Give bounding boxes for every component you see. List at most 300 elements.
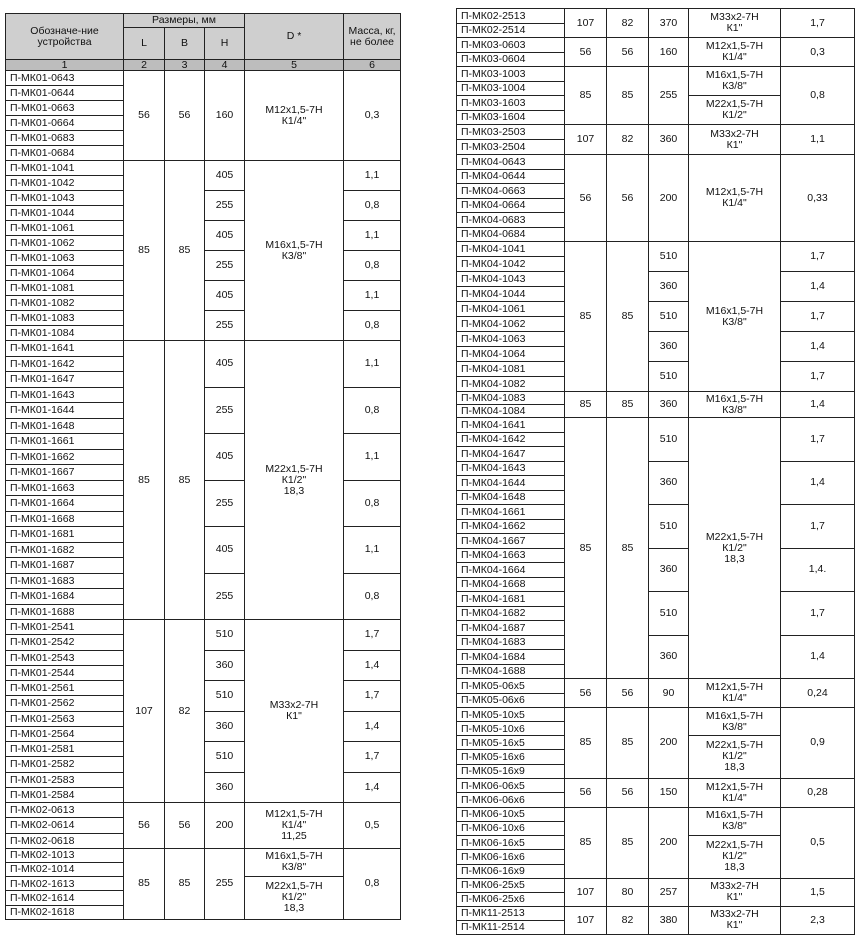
d-line: 11,25 xyxy=(281,829,307,842)
section-left-g5 xyxy=(6,803,401,849)
designation-cell: П-МК04-1064 xyxy=(457,347,565,362)
designation-cell: П-МК01-1684 xyxy=(6,589,124,605)
mass-cell: 1,4 xyxy=(781,332,855,362)
h-cell: 255 xyxy=(205,387,245,434)
h-cell: 200 xyxy=(649,807,689,878)
mass-cell: 1,5 xyxy=(781,878,855,906)
mass-cell: 0,8 xyxy=(344,848,401,919)
designation-cell: П-МК02-1614 xyxy=(6,891,124,905)
mass-cell: 0,24 xyxy=(781,679,855,708)
designation-cell: П-МК06-25х6 xyxy=(457,892,565,906)
d-cell xyxy=(689,835,781,878)
section-right-r14 xyxy=(457,906,855,934)
designation-cell: П-МК04-1684 xyxy=(457,650,565,665)
table-row xyxy=(6,341,401,357)
mass-cell: 1,4 xyxy=(781,392,855,418)
h-cell: 150 xyxy=(649,778,689,807)
d-line: К1/4" xyxy=(281,818,307,831)
h-cell: 405 xyxy=(205,527,245,574)
d-line: К1" xyxy=(286,710,302,722)
section-left-g6 xyxy=(6,848,401,919)
d-line: К1/2" xyxy=(281,891,307,904)
b-cell: 82 xyxy=(607,9,649,38)
l-cell: 85 xyxy=(565,67,607,125)
d-line: К3/8" xyxy=(281,861,307,874)
l-cell: 107 xyxy=(565,9,607,38)
b-cell: 82 xyxy=(607,125,649,155)
d-line: К1/2" xyxy=(722,541,747,554)
h-cell: 360 xyxy=(649,272,689,302)
d-cell xyxy=(689,96,781,125)
h-cell: 510 xyxy=(649,362,689,392)
designation-cell: П-МК01-1648 xyxy=(6,418,124,434)
b-cell: 85 xyxy=(607,67,649,125)
section-left-g3 xyxy=(6,341,401,620)
designation-cell: П-МК04-1082 xyxy=(457,377,565,392)
h-cell: 510 xyxy=(205,742,245,773)
mass-cell: 0,8 xyxy=(344,573,401,620)
h-cell: 255 xyxy=(205,480,245,527)
mass-cell: 1,1 xyxy=(344,161,401,191)
d-line: М33х2-7Н xyxy=(710,880,759,893)
d-line: М16х1,5-7Н xyxy=(265,238,323,251)
b-cell: 85 xyxy=(165,341,205,620)
h-cell: 405 xyxy=(205,341,245,388)
d-line: К1/2" xyxy=(722,750,747,763)
d-cell xyxy=(689,679,781,708)
mass-cell: 1,4 xyxy=(781,635,855,679)
mass-cell: 1,7 xyxy=(781,9,855,38)
mass-cell: 0,8 xyxy=(781,67,855,125)
mass-cell: 1,7 xyxy=(344,742,401,773)
designation-cell: П-МК11-2514 xyxy=(457,920,565,934)
designation-cell: П-МК02-0613 xyxy=(6,803,124,818)
b-cell: 56 xyxy=(607,679,649,708)
designation-cell: П-МК01-2562 xyxy=(6,696,124,711)
h-cell: 255 xyxy=(205,848,245,919)
table-row xyxy=(457,418,855,433)
b-cell: 82 xyxy=(607,906,649,934)
header-designation: Обозначе-ние устройства xyxy=(6,14,124,60)
designation-cell: П-МК04-0663 xyxy=(457,184,565,199)
table-row xyxy=(457,461,855,476)
designation-cell: П-МК04-1041 xyxy=(457,242,565,257)
header-h: H xyxy=(205,28,245,60)
designation-cell: П-МК03-2503 xyxy=(457,125,565,140)
h-cell: 90 xyxy=(649,679,689,708)
table-row xyxy=(457,9,855,24)
h-cell: 510 xyxy=(205,681,245,712)
designation-cell: П-МК05-06х6 xyxy=(457,693,565,708)
d-cell xyxy=(689,38,781,67)
designation-cell: П-МК04-0664 xyxy=(457,198,565,213)
designation-cell: П-МК04-1643 xyxy=(457,461,565,476)
section-right-r9 xyxy=(457,679,855,708)
designation-cell: П-МК03-1003 xyxy=(457,67,565,82)
mass-cell: 1,7 xyxy=(781,302,855,332)
table-row xyxy=(457,67,855,82)
h-cell: 255 xyxy=(205,311,245,341)
designation-cell: П-МК01-1081 xyxy=(6,281,124,296)
table-row xyxy=(457,38,855,53)
table-row xyxy=(457,392,855,405)
designation-cell: П-МК02-1613 xyxy=(6,876,124,890)
l-cell: 56 xyxy=(565,155,607,242)
designation-cell: П-МК05-16х6 xyxy=(457,750,565,764)
mass-cell: 0,8 xyxy=(344,387,401,434)
l-cell: 56 xyxy=(124,71,165,161)
table-row xyxy=(457,362,855,377)
designation-cell: П-МК05-10х6 xyxy=(457,722,565,736)
designation-cell: П-МК04-0683 xyxy=(457,213,565,228)
mass-cell: 0,33 xyxy=(781,155,855,242)
header-l: L xyxy=(124,28,165,60)
d-line: М22х1,5-7Н xyxy=(705,739,764,752)
designation-cell: П-МК01-1642 xyxy=(6,356,124,372)
h-cell: 200 xyxy=(649,708,689,779)
designation-cell: П-МК01-0643 xyxy=(6,71,124,86)
h-cell: 510 xyxy=(649,592,689,636)
mass-cell: 1,1 xyxy=(781,125,855,155)
d-cell xyxy=(245,71,344,161)
d-cell xyxy=(689,9,781,38)
mass-cell: 1,1 xyxy=(344,221,401,251)
d-cell xyxy=(689,155,781,242)
designation-cell: П-МК06-16х6 xyxy=(457,850,565,864)
designation-cell: П-МК01-1667 xyxy=(6,465,124,481)
table-row xyxy=(457,807,855,821)
designation-cell: П-МК04-1062 xyxy=(457,317,565,332)
table-row xyxy=(457,708,855,722)
designation-cell: П-МК04-0644 xyxy=(457,169,565,184)
header-b: B xyxy=(165,28,205,60)
d-line: М33х2-7Н xyxy=(710,11,759,23)
section-right-r13 xyxy=(457,878,855,906)
mass-cell: 0,5 xyxy=(781,807,855,878)
b-cell: 85 xyxy=(165,161,205,341)
d-line: К1" xyxy=(726,22,743,34)
h-cell: 255 xyxy=(205,251,245,281)
designation-cell: П-МК06-10х6 xyxy=(457,821,565,835)
d-line: М22х1,5-7Н xyxy=(705,98,764,110)
d-line: М33х2-7Н xyxy=(710,127,759,140)
h-cell: 510 xyxy=(649,302,689,332)
d-line: К1/2" xyxy=(722,109,747,121)
mass-cell: 1,7 xyxy=(344,620,401,651)
designation-cell: П-МК02-1013 xyxy=(6,848,124,862)
d-line: К3/8" xyxy=(281,249,307,262)
mass-cell: 1,4 xyxy=(344,650,401,681)
designation-cell: П-МК01-1668 xyxy=(6,511,124,527)
h-cell: 160 xyxy=(649,38,689,67)
h-cell: 255 xyxy=(649,67,689,125)
h-cell: 510 xyxy=(649,505,689,549)
designation-cell: П-МК04-1083 xyxy=(457,392,565,405)
designation-cell: П-МК04-1084 xyxy=(457,405,565,418)
b-cell: 56 xyxy=(607,38,649,67)
designation-cell: П-МК01-1084 xyxy=(6,326,124,341)
mass-cell: 1,7 xyxy=(344,681,401,712)
b-cell: 85 xyxy=(607,418,649,679)
d-cell xyxy=(689,778,781,807)
b-cell: 56 xyxy=(607,155,649,242)
l-cell: 85 xyxy=(124,161,165,341)
table-row xyxy=(6,71,401,86)
h-cell: 360 xyxy=(649,461,689,505)
d-line: М16х1,5-7Н xyxy=(265,850,323,863)
designation-cell: П-МК01-1662 xyxy=(6,449,124,465)
designation-cell: П-МК01-1641 xyxy=(6,341,124,357)
table-row xyxy=(457,635,855,650)
h-cell: 510 xyxy=(205,620,245,651)
col-num: 6 xyxy=(344,60,401,71)
section-right-r4 xyxy=(457,125,855,155)
mass-cell: 1,7 xyxy=(781,242,855,272)
section-right-r12 xyxy=(457,807,855,878)
d-cell xyxy=(689,807,781,835)
d-line: К1" xyxy=(726,138,743,151)
designation-cell: П-МК04-1081 xyxy=(457,362,565,377)
l-cell: 107 xyxy=(565,125,607,155)
mass-cell: 1,7 xyxy=(781,362,855,392)
mass-cell: 0,3 xyxy=(781,38,855,67)
designation-cell: П-МК05-16х5 xyxy=(457,736,565,750)
h-cell: 405 xyxy=(205,434,245,481)
mass-cell: 1,1 xyxy=(344,281,401,311)
section-right-r6 xyxy=(457,242,855,392)
table-row xyxy=(457,155,855,170)
designation-cell: П-МК01-1643 xyxy=(6,387,124,403)
designation-cell: П-МК01-1082 xyxy=(6,296,124,311)
designation-cell: П-МК01-1063 xyxy=(6,251,124,266)
d-line: М22х1,5-7Н xyxy=(265,880,323,893)
d-line: К1/4" xyxy=(722,791,747,804)
table-row xyxy=(457,242,855,257)
d-line: 18,3 xyxy=(724,552,745,565)
designation-cell: П-МК01-2541 xyxy=(6,620,124,635)
d-line: К1/4" xyxy=(722,51,747,63)
designation-cell: П-МК01-0664 xyxy=(6,116,124,131)
header-mass: Масса, кг, не более xyxy=(344,14,401,60)
d-line: М12х1,5-7Н xyxy=(705,40,764,52)
l-cell: 56 xyxy=(124,803,165,849)
mass-cell: 0,5 xyxy=(344,803,401,849)
designation-cell: П-МК01-2543 xyxy=(6,650,124,665)
table-row xyxy=(457,272,855,287)
section-left-g1 xyxy=(6,71,401,161)
designation-cell: П-МК01-1064 xyxy=(6,266,124,281)
table-row xyxy=(457,906,855,920)
mass-cell: 0,8 xyxy=(344,191,401,221)
designation-cell: П-МК01-2582 xyxy=(6,757,124,772)
mass-cell: 0,9 xyxy=(781,708,855,779)
designation-cell: П-МК06-10х5 xyxy=(457,807,565,821)
section-right-r2 xyxy=(457,38,855,67)
h-cell: 405 xyxy=(205,281,245,311)
h-cell: 510 xyxy=(649,418,689,462)
l-cell: 85 xyxy=(124,341,165,620)
d-line: М22х1,5-7Н xyxy=(265,462,323,475)
d-cell xyxy=(689,392,781,418)
section-right-r3 xyxy=(457,67,855,125)
b-cell: 56 xyxy=(165,803,205,849)
d-cell xyxy=(245,876,344,919)
mass-cell: 0,8 xyxy=(344,251,401,281)
b-cell: 85 xyxy=(607,708,649,779)
designation-cell: П-МК02-0618 xyxy=(6,833,124,848)
designation-cell: П-МК02-1618 xyxy=(6,905,124,919)
d-cell xyxy=(689,708,781,736)
designation-cell: П-МК01-2544 xyxy=(6,665,124,680)
l-cell: 107 xyxy=(124,620,165,803)
designation-cell: П-МК03-1604 xyxy=(457,110,565,125)
designation-cell: П-МК06-16х9 xyxy=(457,864,565,878)
designation-cell: П-МК06-06х5 xyxy=(457,778,565,793)
designation-cell: П-МК01-1042 xyxy=(6,176,124,191)
d-cell xyxy=(689,878,781,906)
b-cell: 85 xyxy=(607,807,649,878)
designation-cell: П-МК05-16х9 xyxy=(457,764,565,778)
mass-cell: 2,3 xyxy=(781,906,855,934)
table-row xyxy=(457,778,855,793)
col-num: 3 xyxy=(165,60,205,71)
d-line: М16х1,5-7Н xyxy=(705,709,764,722)
section-right-r5 xyxy=(457,155,855,242)
designation-cell: П-МК01-2542 xyxy=(6,635,124,650)
designation-cell: П-МК01-2563 xyxy=(6,711,124,726)
designation-cell: П-МК05-06х5 xyxy=(457,679,565,694)
col-num: 5 xyxy=(245,60,344,71)
designation-cell: П-МК01-2561 xyxy=(6,681,124,696)
b-cell: 80 xyxy=(607,878,649,906)
h-cell: 405 xyxy=(205,221,245,251)
d-cell xyxy=(245,848,344,876)
designation-cell: П-МК03-2504 xyxy=(457,140,565,155)
mass-cell: 1,7 xyxy=(781,505,855,549)
h-cell: 380 xyxy=(649,906,689,934)
h-cell: 360 xyxy=(649,392,689,418)
designation-cell: П-МК04-1668 xyxy=(457,577,565,592)
designation-cell: П-МК03-0604 xyxy=(457,52,565,67)
d-line: М16х1,5-7Н xyxy=(705,809,764,822)
b-cell: 85 xyxy=(165,848,205,919)
table-row xyxy=(6,620,401,635)
section-right-r1 xyxy=(457,9,855,38)
h-cell: 405 xyxy=(205,161,245,191)
left-spec-table xyxy=(5,13,401,920)
designation-cell: П-МК01-2564 xyxy=(6,726,124,741)
designation-cell: П-МК02-2513 xyxy=(457,9,565,24)
designation-cell: П-МК01-0683 xyxy=(6,131,124,146)
d-line: К3/8" xyxy=(722,820,747,833)
designation-cell: П-МК01-0644 xyxy=(6,86,124,101)
designation-cell: П-МК02-2514 xyxy=(457,23,565,38)
designation-cell: П-МК04-1642 xyxy=(457,432,565,447)
mass-cell: 1,1 xyxy=(344,527,401,574)
h-cell: 200 xyxy=(649,155,689,242)
d-cell xyxy=(689,736,781,779)
designation-cell: П-МК04-1061 xyxy=(457,302,565,317)
designation-cell: П-МК03-1004 xyxy=(457,81,565,96)
designation-cell: П-МК01-1661 xyxy=(6,434,124,450)
designation-cell: П-МК04-1641 xyxy=(457,418,565,433)
designation-cell: П-МК01-1688 xyxy=(6,604,124,620)
designation-cell: П-МК01-1083 xyxy=(6,311,124,326)
d-cell xyxy=(689,67,781,96)
designation-cell: П-МК01-1644 xyxy=(6,403,124,419)
table-row xyxy=(457,592,855,607)
b-cell: 56 xyxy=(607,778,649,807)
section-right-r10 xyxy=(457,708,855,779)
designation-cell: П-МК03-0603 xyxy=(457,38,565,53)
l-cell: 85 xyxy=(565,392,607,418)
d-line: 18,3 xyxy=(724,861,745,874)
designation-cell: П-МК01-2581 xyxy=(6,742,124,757)
d-line: 18,3 xyxy=(283,902,305,915)
d-line: 18,3 xyxy=(283,484,305,497)
designation-cell: П-МК01-0663 xyxy=(6,101,124,116)
designation-cell: П-МК01-1687 xyxy=(6,558,124,574)
d-line: К1/2" xyxy=(281,473,307,486)
header-dimensions: Размеры, мм xyxy=(124,14,245,28)
mass-cell: 1,4 xyxy=(344,711,401,742)
designation-cell: П-МК04-1644 xyxy=(457,476,565,491)
designation-cell: П-МК04-1063 xyxy=(457,332,565,347)
mass-cell: 1,4. xyxy=(781,548,855,592)
designation-cell: П-МК04-0684 xyxy=(457,227,565,242)
mass-cell: 1,4 xyxy=(781,461,855,505)
designation-cell: П-МК05-10х5 xyxy=(457,708,565,722)
b-cell: 82 xyxy=(165,620,205,803)
mass-cell: 1,4 xyxy=(344,772,401,803)
table-row xyxy=(6,803,401,818)
section-right-r11 xyxy=(457,778,855,807)
h-cell: 360 xyxy=(649,635,689,679)
col-num: 4 xyxy=(205,60,245,71)
table-row xyxy=(6,161,401,176)
section-right-r7 xyxy=(457,392,855,418)
l-cell: 85 xyxy=(565,418,607,679)
l-cell: 85 xyxy=(565,242,607,392)
designation-cell: П-МК04-1661 xyxy=(457,505,565,520)
d-line: К1/4" xyxy=(722,692,747,704)
mass-cell: 1,1 xyxy=(344,341,401,388)
l-cell: 85 xyxy=(565,708,607,779)
designation-cell: П-МК06-16х5 xyxy=(457,835,565,849)
mass-cell: 0,28 xyxy=(781,778,855,807)
table-row xyxy=(457,878,855,892)
h-cell: 257 xyxy=(649,878,689,906)
d-line: М12х1,5-7Н xyxy=(705,780,764,793)
d-line: М22х1,5-7Н xyxy=(705,530,764,543)
h-cell: 255 xyxy=(205,191,245,221)
designation-cell: П-МК01-1664 xyxy=(6,496,124,512)
b-cell: 85 xyxy=(607,242,649,392)
d-line: М12х1,5-7Н xyxy=(705,186,764,198)
d-line: М33х2-7Н xyxy=(269,699,319,711)
designation-cell: П-МК04-1667 xyxy=(457,534,565,549)
designation-cell: П-МК04-1688 xyxy=(457,664,565,679)
h-cell: 360 xyxy=(649,548,689,592)
designation-cell: П-МК01-0684 xyxy=(6,146,124,161)
col-num: 2 xyxy=(124,60,165,71)
h-cell: 360 xyxy=(205,772,245,803)
d-line: М22х1,5-7Н xyxy=(705,839,764,852)
h-cell: 360 xyxy=(649,332,689,362)
d-line: К1" xyxy=(726,891,743,904)
designation-cell: П-МК11-2513 xyxy=(457,906,565,920)
designation-cell: П-МК01-1062 xyxy=(6,236,124,251)
